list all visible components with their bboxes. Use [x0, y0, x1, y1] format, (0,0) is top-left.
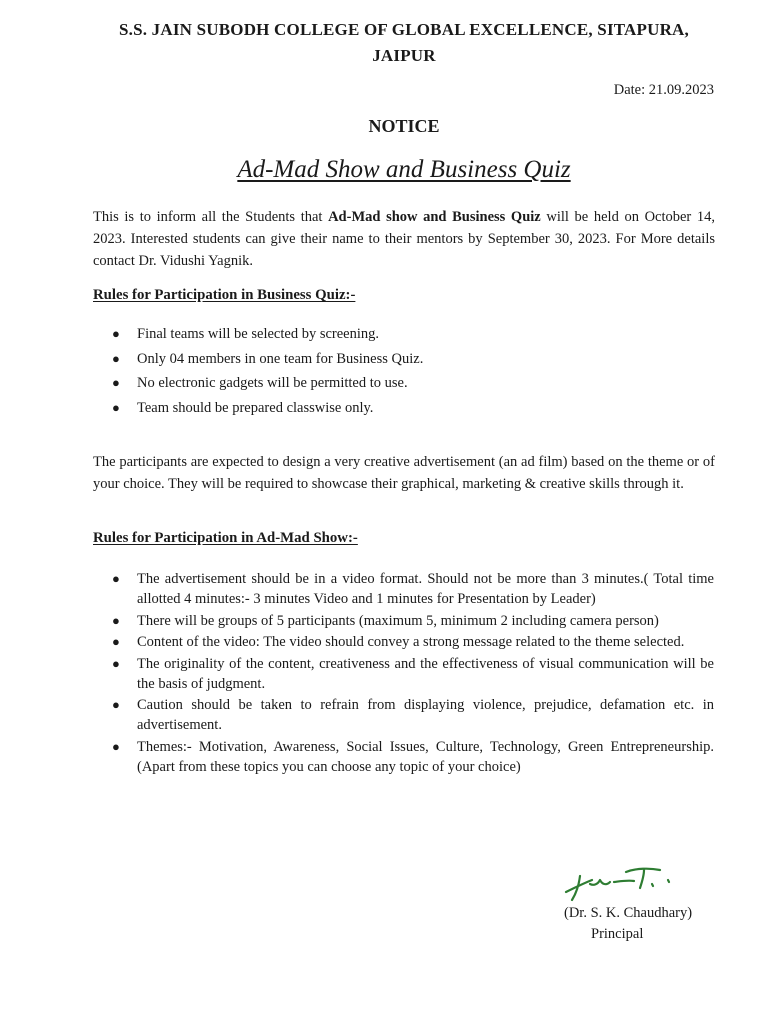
quiz-rules-list	[112, 324, 714, 422]
principal-signature-icon	[560, 862, 680, 906]
bullet-icon: ●	[112, 612, 120, 628]
college-name-line-1: S.S. JAIN SUBODH COLLEGE OF GLOBAL EXCELLENCE, SITAPURA,	[119, 20, 689, 39]
intro-event-name: Ad-Mad show and Business Quiz	[328, 209, 541, 225]
bullet-icon: ●	[112, 697, 120, 712]
admad-rule-item	[112, 611, 714, 631]
signature-stroke	[668, 880, 669, 882]
admad-rule-item	[112, 654, 714, 694]
bullet-icon: ●	[112, 375, 120, 390]
bullet-icon: ●	[112, 571, 120, 586]
college-name-line-2: JAIPUR	[372, 46, 436, 65]
quiz-rule-text: No electronic gadgets will be permitted to use.	[137, 375, 408, 391]
bullet-icon: ●	[112, 634, 120, 649]
bullet-icon: ●	[112, 738, 120, 754]
quiz-rule-text: Only 04 members in one team for Business Quiz.	[137, 350, 424, 367]
intro-text-after: will be held on October 14, 2023. Interested students can give their name to their mentors by September 30, 2023. For More details contact Dr. Vidushi Yagnik.	[93, 209, 716, 269]
admad-rule-text: The originality of the content, creativeness and the effectiveness of visual communication will be the basis of judgment.	[137, 655, 714, 692]
quiz-rule-text: Team should be prepared classwise only.	[137, 399, 374, 416]
admad-rule-text: The advertisement should be in a video format. Should not be more than 3 minutes.( Total time allotted 4 minutes:- 3 minutes Video and 1 minutes for Presentation by Leader)	[137, 571, 714, 607]
admad-rule-item	[112, 632, 714, 652]
signatory-designation: Principal	[591, 926, 644, 942]
admad-rule-item	[112, 569, 714, 609]
admad-rule-text: Caution should be taken to refrain from displaying violence, prejudice, defamation etc. in advertisement.	[137, 697, 714, 733]
admad-rule-text: There will be groups of 5 participants (maximum 5, minimum 2 including camera person)	[137, 612, 659, 629]
admad-rule-item	[112, 695, 714, 735]
admad-rule-text: Content of the video: The video should convey a strong message related to the theme selected.	[137, 634, 685, 650]
bullet-icon: ●	[112, 655, 120, 671]
signatory-name: (Dr. S. K. Chaudhary)	[564, 905, 693, 921]
event-title: Ad-Mad Show and Business Quiz	[237, 156, 571, 183]
intro-text-before: This is to inform all the Students that	[93, 209, 329, 225]
signature-stroke	[614, 881, 634, 882]
college-name	[60, 17, 748, 69]
admad-description: The participants are expected to design a very creative advertisement (an ad film) based on the theme or of your choice. They will be required to showcase their graphical, marketing & creative skills through it.	[93, 454, 715, 492]
signature-stroke	[652, 884, 653, 886]
notice-label: NOTICE	[368, 116, 440, 136]
bullet-icon: ●	[112, 326, 120, 341]
signature-stroke	[590, 880, 610, 885]
admad-rules-heading: Rules for Participation in Ad-Mad Show:-	[93, 530, 358, 546]
signature-stroke	[640, 870, 644, 888]
admad-rule-item	[112, 737, 714, 777]
admad-rule-text: Themes:- Motivation, Awareness, Social Issues, Culture, Technology, Green Entrepreneurship. (Apart from these topics you can choose any topic of your choice)	[137, 738, 714, 775]
quiz-rule-item	[112, 349, 714, 369]
notice-date: Date: 21.09.2023	[613, 82, 714, 98]
bullet-icon: ●	[112, 350, 120, 366]
quiz-rule-item	[112, 398, 714, 418]
intro-paragraph	[93, 206, 715, 272]
quiz-rule-item	[112, 373, 714, 393]
quiz-rule-text: Final teams will be selected by screening.	[137, 326, 379, 342]
quiz-rule-item	[112, 324, 714, 344]
bullet-icon: ●	[112, 399, 120, 415]
quiz-rules-heading: Rules for Participation in Business Quiz:-	[93, 287, 356, 303]
admad-rules-list	[112, 569, 714, 778]
